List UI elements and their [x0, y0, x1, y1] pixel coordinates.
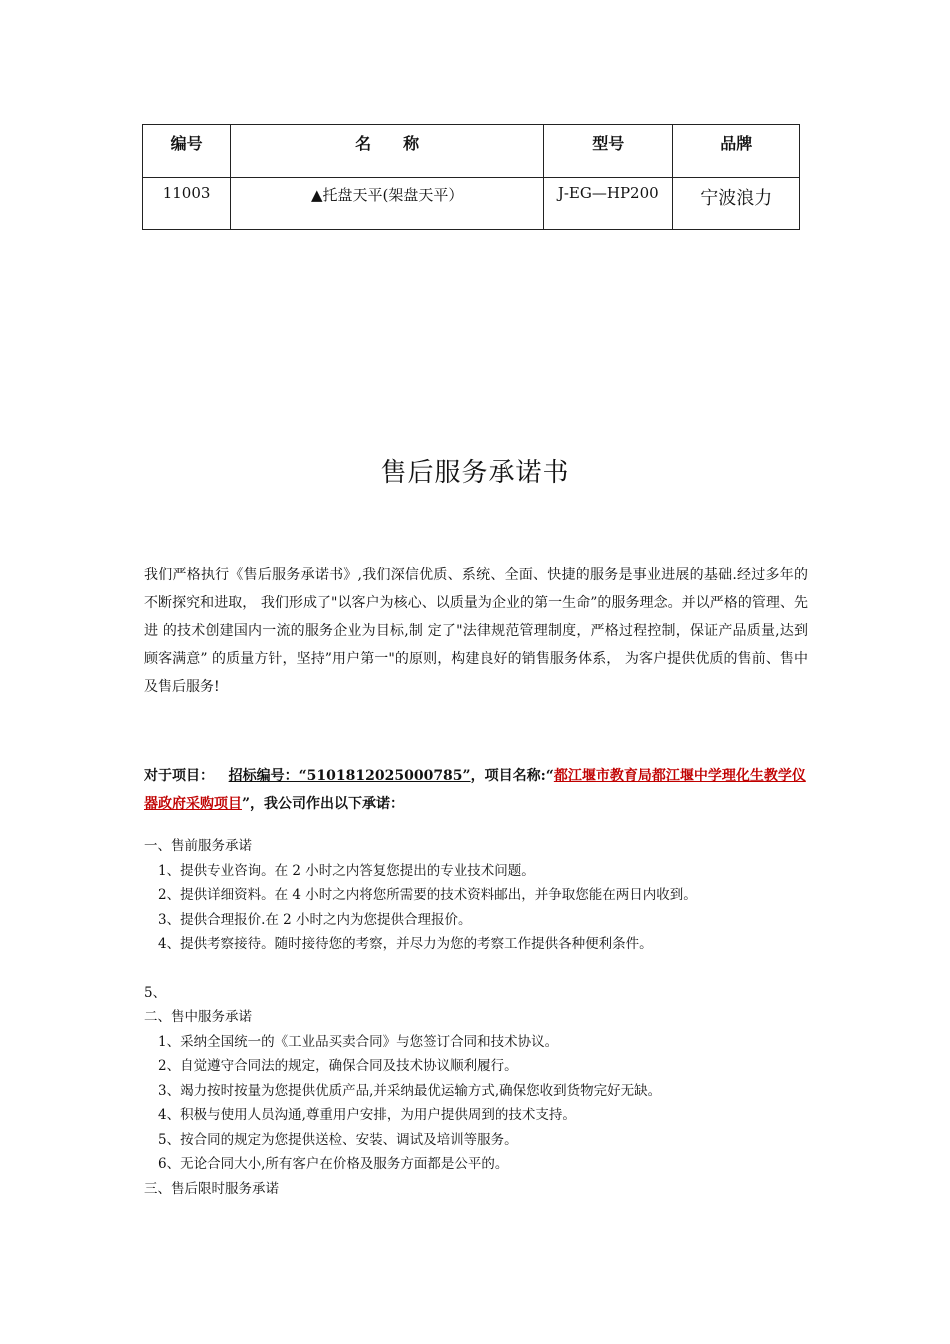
list-item: 3、提供合理报价.在 2 小时之内为您提供合理报价。 — [158, 911, 472, 928]
section-insale-title: 二、售中服务承诺 — [144, 1009, 252, 1025]
document-title: 售后服务承诺书 — [380, 458, 570, 488]
list-item: 6、无论合同大小,所有客户在价格及服务方面都是公平的。 — [158, 1156, 509, 1172]
cell-model: J-EG—HP200 — [544, 178, 673, 230]
list-item: 1、采纳全国统一的《工业品买卖合同》与您签订合同和技术协议。 — [158, 1033, 559, 1050]
header-name: 名 称 — [231, 125, 544, 178]
project-prefix: 对于项目： — [144, 768, 214, 784]
project-statement — [144, 762, 808, 818]
table-row — [143, 178, 800, 230]
project-suffix: ”，我公司作出以下承诺： — [242, 796, 405, 812]
section-aftersale-title: 三、售后限时服务承诺 — [144, 1180, 279, 1197]
project-name-red: 都江堰市教育局都江堰中学理化生教学仪器 — [144, 768, 806, 812]
list-item: 4、积极与使用人员沟通,尊重用户安排，为用户提供周到的技术支持。 — [158, 1107, 576, 1123]
commitment-list — [144, 834, 808, 1201]
intro-paragraph: 我们严格执行《售后服务承诺书》,我们深信优质、系统、全面、快捷的服务是事业进展的基础.经过多年的不断探究和进取， 我们形成了"以客户为核心、以质量为企业的第一生命”的服务理念。并以严格的管理、先进 的技术创建国内一流的服务企业为目标,制 定了"法律规范管理制度，严格过程控制，保证产品质量,达到顾客满意” 的质量方针，坚持”用户第一"的原则，构建良好的销售服务体系， 为客户提供优质的售前、售中及售后服务! — [144, 567, 808, 695]
cell-code: 11003 — [143, 178, 231, 230]
cell-brand: 宁波浪力 — [673, 178, 800, 230]
project-middle: ，项目名称:“ — [470, 768, 554, 784]
product-table — [142, 124, 800, 230]
list-item-extra: 5、 — [144, 984, 167, 1001]
header-brand: 品牌 — [673, 125, 800, 178]
list-item: 2、自觉遵守合同法的规定，确保合同及技术协议顺利履行。 — [158, 1058, 518, 1074]
table-header-row — [143, 125, 800, 178]
header-model: 型号 — [544, 125, 673, 178]
section-presale-title: 一、售前服务承诺 — [144, 838, 252, 854]
list-item: 2、提供详细资料。在 4 小时之内将您所需要的技术资料邮出，并争取您能在两日内收到。 — [158, 887, 697, 903]
list-item: 4、提供考察接待。随时接待您的考察，并尽力为您的考察工作提供各种便利条件。 — [158, 936, 653, 952]
cell-name: ▲托盘天平(架盘天平） — [231, 178, 544, 230]
list-item: 5、按合同的规定为您提供送检、安装、调试及培训等服务。 — [158, 1131, 518, 1148]
list-item: 3、竭力按时按量为您提供优质产品,并采纳最优运输方式,确保您收到货物完好无缺。 — [158, 1082, 662, 1099]
project-name-cont: 政府采购项目 — [158, 796, 242, 812]
header-code: 编号 — [143, 125, 231, 178]
spacer — [144, 957, 808, 981]
bid-number: 招标编号：“5101812025000785” — [228, 768, 471, 784]
list-item: 1、提供专业咨询。在 2 小时之内答复您提出的专业技术问题。 — [158, 862, 535, 879]
